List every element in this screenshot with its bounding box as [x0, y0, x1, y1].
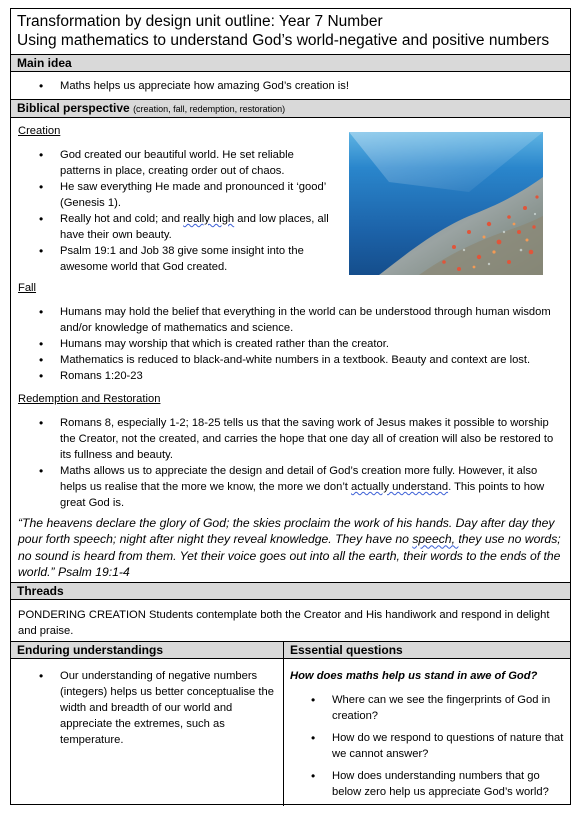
psalm-quote-text-c: they use no words; no sound is heard from them. Yet their voice goes out into all the earth, their words to the ends of the world.” Psalm 19:1-4: [18, 532, 561, 579]
enduring-header-label: Enduring understandings: [17, 643, 163, 657]
essential-lead-question: How does maths help us stand in awe of God?: [290, 670, 538, 682]
essential-questions-list: [332, 692, 565, 800]
fall-list: [60, 304, 563, 384]
coral-reef-illustration: [349, 132, 543, 275]
creation-bullet-4: • Psalm 19:1 and Job 38 give some insight into the awesome world that God created.: [60, 243, 332, 275]
fall-bullet-2: • Humans may worship that which is created rather than the creator.: [60, 336, 563, 352]
redemption-bullet-2: [60, 463, 563, 511]
creation-bullet-1: • God created our beautiful world. He set reliable patterns in place, creating order out of chaos.: [60, 147, 332, 179]
essential-question-3: • How does understanding numbers that go below zero help us appreciate God’s world?: [332, 768, 565, 800]
creation-bullet-3-spellcheck: really high: [183, 213, 235, 225]
creation-bullet-3-text-a: Really hot and cold; and: [60, 213, 184, 225]
essential-question-2: • How do we respond to questions of nature that we cannot answer?: [332, 730, 565, 762]
underwater-coral-reef-photo: [349, 132, 543, 275]
redemption-bullet-1: • Romans 8, especially 1-2; 18-25 tells us that the saving work of Jesus makes it possible to worship the Creator, not the created, and carries the hope that one day all of creation will also be restored to its fullness and beauty.: [60, 415, 563, 463]
essential-header-label: Essential questions: [290, 643, 403, 657]
fall-bullet-4: • Romans 1:20-23: [60, 368, 563, 384]
creation-bullet-3-text-c: and low places, all have their own beauty.: [60, 213, 329, 241]
title-line-1: Transformation by design unit outline: Year 7 Number: [17, 13, 383, 30]
threads-header-label: Threads: [17, 584, 64, 598]
main-idea-header: [11, 54, 570, 72]
essential-question-1: • Where can we see the fingerprints of God in creation?: [332, 692, 565, 724]
redemption-list: [60, 415, 563, 511]
redemption-bullet-2-text-c: . This points to how great God is.: [60, 481, 545, 509]
creation-bullet-2: • He saw everything He made and pronounced it ‘good’ (Genesis 1).: [60, 179, 332, 211]
redemption-heading: Redemption and Restoration: [18, 393, 161, 405]
fall-bullet-1: • Humans may hold the belief that everything in the world can be understood through human wisdom and/or knowledge of mathematics and science.: [60, 304, 563, 336]
psalm-quote-spellcheck: speech,: [412, 532, 459, 547]
creation-bullet-3: [60, 211, 332, 243]
document-title: [17, 12, 549, 50]
understandings-questions-header: [11, 641, 570, 659]
main-idea-header-label: Main idea: [17, 56, 72, 70]
unit-outline-document: [10, 8, 571, 805]
psalm-quote: [18, 515, 568, 580]
creation-list: [60, 147, 332, 275]
threads-header: [11, 582, 570, 600]
threads-text: PONDERING CREATION Students contemplate both the Creator and His handiwork and respond in delight and praise.: [18, 609, 550, 637]
biblical-perspective-header: [11, 99, 570, 118]
psalm-quote-text-a: “The heavens declare the glory of God; the skies proclaim the work of his hands. Day after day they pour forth speech; night after night they reveal knowledge. They have no: [18, 516, 555, 547]
enduring-list: [60, 668, 274, 748]
column-divider: [283, 641, 284, 806]
fall-bullet-3: • Mathematics is reduced to black-and-white numbers in a textbook. Beauty and context are lost.: [60, 352, 563, 368]
biblical-header-label: Biblical perspective: [17, 101, 130, 115]
main-idea-bullet: • Maths helps us appreciate how amazing God’s creation is!: [60, 78, 560, 94]
redemption-bullet-2-text-a: Maths allows us to appreciate the design and detail of God’s creation more fully. However, it also helps us realise that the more we know, the more we don’t: [60, 465, 538, 493]
enduring-bullet-1: • Our understanding of negative numbers (integers) helps us better conceptualise the width and breadth of our world and appreciate the extremes, such as temperature.: [60, 668, 274, 748]
redemption-bullet-2-spellcheck: actually understand: [351, 481, 449, 493]
creation-heading: Creation: [18, 125, 61, 137]
main-idea-list: [60, 78, 560, 94]
biblical-header-subtitle: (creation, fall, redemption, restoration): [133, 104, 286, 114]
title-line-2: Using mathematics to understand God’s world-negative and positive numbers: [17, 32, 550, 49]
fall-heading: Fall: [18, 282, 37, 294]
